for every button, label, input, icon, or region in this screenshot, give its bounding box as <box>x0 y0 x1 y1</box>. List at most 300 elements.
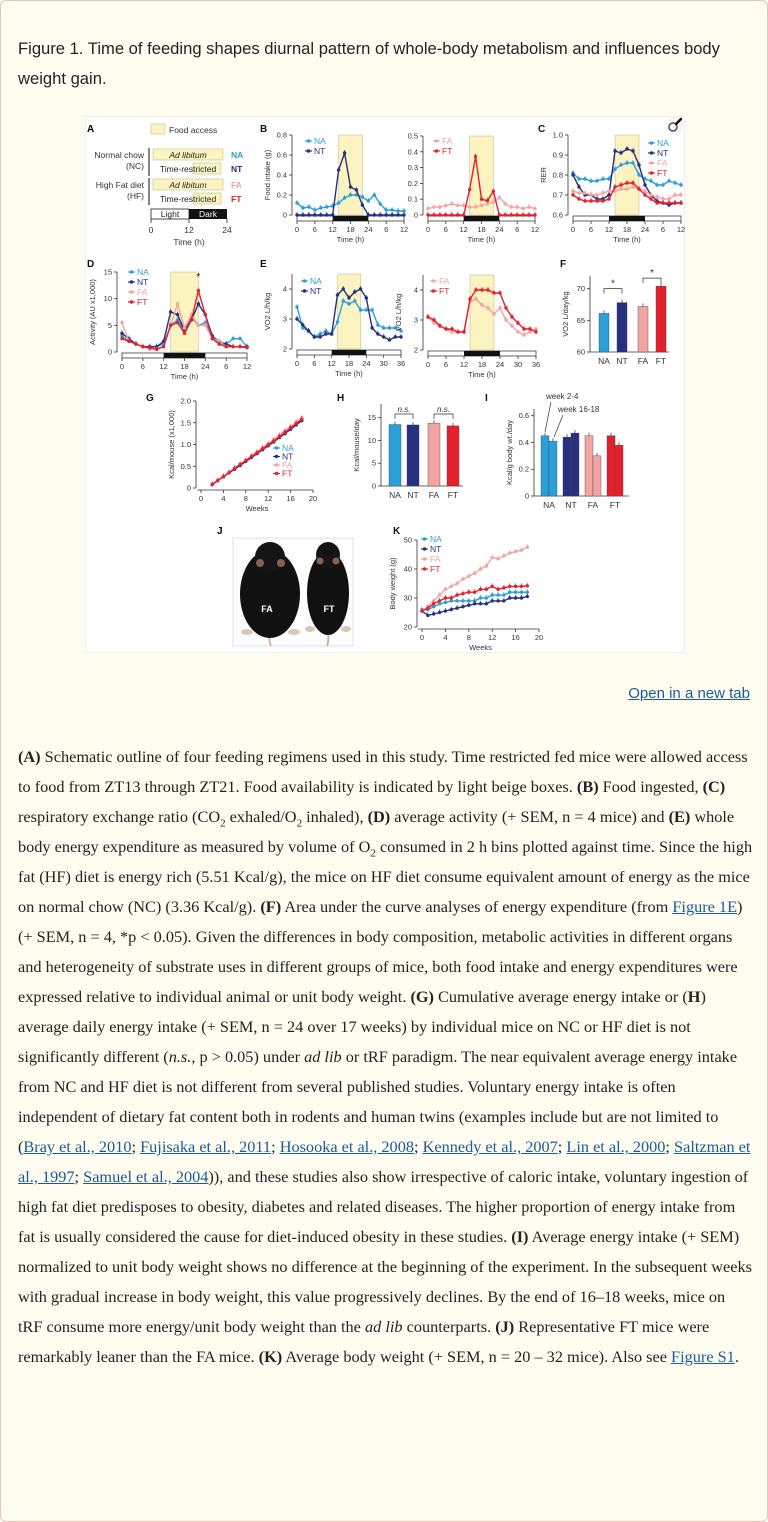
y-tick-label: 0.5 <box>180 461 191 471</box>
data-point-ft <box>300 418 303 421</box>
data-point-fa <box>521 207 524 210</box>
data-point-nt <box>120 332 123 335</box>
x-tick-label: 12 <box>328 225 337 234</box>
data-point-fa <box>444 588 447 591</box>
legend-label: FT <box>657 168 668 178</box>
data-point-ft <box>438 599 441 602</box>
data-point-fa <box>502 554 505 557</box>
data-point-fa <box>510 205 513 208</box>
data-point-nt <box>347 296 350 299</box>
y-tick-label: 0 <box>186 483 191 493</box>
data-point-nt <box>520 596 523 599</box>
data-point-nt <box>301 213 304 216</box>
y-tick-label: 10 <box>103 294 112 304</box>
legend-marker <box>650 141 653 144</box>
x-axis-label: Time (h) <box>613 235 641 244</box>
reference-link[interactable]: Kennedy et al., 2007 <box>422 1137 558 1156</box>
data-point-ft <box>521 213 524 216</box>
figure-title: Figure 1. Time of feeding shapes diurnal pattern of whole-body metabolism and influences body weight gain. <box>18 39 720 88</box>
data-point-ft <box>438 213 441 216</box>
data-point-nt <box>432 612 435 615</box>
legend-label: FT <box>442 146 453 156</box>
caption-text: average activity (+ SEM, n = 4 mice) and <box>390 807 669 826</box>
data-point-na <box>667 179 670 182</box>
y-axis-label: VO2 L/h/kg <box>263 292 272 331</box>
data-point-fa <box>533 207 536 210</box>
significance-star: * <box>196 272 201 283</box>
legend-label: FA <box>657 158 668 168</box>
caption-text: , p > 0.05) under <box>191 1047 305 1066</box>
reference-link[interactable]: Fujisaka et al., 2011 <box>140 1137 272 1156</box>
bar-fa-early <box>585 436 593 496</box>
data-point-ft <box>473 591 476 594</box>
data-point-ft <box>468 188 471 191</box>
caption-text: Average energy intake (+ SEM) normalized to unit body weight shows no difference at the beginning of the experiment. In the subsequent weeks with gradual increase in body weight, this value progressively declines. By the end of 16–18 weeks, mice on tRF consume more energy/unit body weight than the <box>18 1227 752 1336</box>
caption-text: counterparts. <box>402 1317 496 1336</box>
data-point-na <box>461 599 464 602</box>
y-axis-label: RER <box>539 167 548 183</box>
data-point-na <box>342 299 345 302</box>
data-point-fa <box>510 324 513 327</box>
data-point-fa <box>504 202 507 205</box>
data-point-ft <box>432 213 435 216</box>
legend-marker <box>432 279 435 282</box>
data-point-nt <box>438 611 441 614</box>
zoom-magnifier-icon[interactable] <box>666 116 684 134</box>
data-point-ft <box>589 199 592 202</box>
legend-label: NA <box>310 276 322 286</box>
panel-letter: C <box>538 124 546 135</box>
y-axis-label: VO2 L/h/kg <box>394 293 403 332</box>
data-point-ft <box>510 213 513 216</box>
legend-label: FA <box>439 276 450 286</box>
data-point-ft <box>595 199 598 202</box>
data-point-nt <box>390 213 393 216</box>
data-point-fa <box>601 191 604 194</box>
data-point-ft <box>224 345 227 348</box>
data-point-ft <box>625 181 628 184</box>
caption-text: ; <box>271 1137 280 1156</box>
figure-image[interactable] <box>85 116 685 653</box>
data-point-ft <box>455 593 458 596</box>
data-point-nt <box>319 213 322 216</box>
caption-text: Schematic outline of four feeding regimens used in this study. Time restricted fed mice were allowed access to food from ZT13 through ZT21. Food availability is indicated by light beige boxes. <box>18 747 748 796</box>
x-tick-label: NA <box>389 490 401 500</box>
data-point-fa <box>176 302 179 305</box>
data-point-ft <box>496 588 499 591</box>
nc-abbr: (NC) <box>126 161 144 171</box>
legend-marker <box>650 161 653 164</box>
y-tick-label: 40 <box>403 564 412 574</box>
data-point-ft <box>250 455 253 458</box>
y-tick-label: 0.8 <box>276 130 287 140</box>
y-tick-label: 15 <box>367 413 376 423</box>
data-point-nt <box>376 332 379 335</box>
y-tick-label: 2 <box>413 345 418 355</box>
data-point-fa <box>455 582 458 585</box>
y-tick-label: 30 <box>403 593 412 603</box>
data-point-fa <box>197 324 200 327</box>
data-point-na <box>467 599 470 602</box>
data-point-na <box>367 199 370 202</box>
data-point-fa <box>467 575 470 578</box>
y-tick-label: 60 <box>576 347 585 357</box>
data-point-na <box>231 337 234 340</box>
data-point-fa <box>444 204 447 207</box>
data-point-ft <box>426 606 429 609</box>
x-tick-label: FA <box>637 356 649 366</box>
x-tick-label: 24 <box>362 359 371 368</box>
legend-label: NT <box>314 146 326 156</box>
bar-nt <box>617 303 627 352</box>
x-axis-label: Time (h) <box>335 369 363 378</box>
data-point-nt <box>571 173 574 176</box>
data-point-ft <box>238 345 241 348</box>
data-point-na <box>376 323 379 326</box>
data-point-ft <box>486 288 489 291</box>
data-point-nt <box>318 335 321 338</box>
annotation-week-2-4: week 2-4 <box>546 392 579 401</box>
data-point-na <box>359 308 362 311</box>
nc-label: Normal chow <box>94 150 144 160</box>
reference-link[interactable]: Saltzman et al., 1997 <box>18 1137 751 1186</box>
y-tick-label: 0.4 <box>407 147 418 157</box>
data-point-nt <box>426 614 429 617</box>
data-point-ft <box>444 327 447 330</box>
data-point-nt <box>382 335 385 338</box>
data-point-ft <box>661 201 664 204</box>
caption-text: respiratory exchange ratio (CO <box>18 807 221 826</box>
data-point-na <box>325 205 328 208</box>
data-point-ft <box>508 585 511 588</box>
bar-na-late <box>549 441 557 496</box>
data-point-fa <box>438 205 441 208</box>
data-point-nt <box>399 335 402 338</box>
data-point-fa <box>432 205 435 208</box>
data-point-fa <box>183 326 186 329</box>
group-ft: FT <box>231 194 242 204</box>
y-tick-label: 0 <box>524 491 529 501</box>
bar-ft-late <box>615 445 623 496</box>
data-point-ft <box>533 213 536 216</box>
dark-phase-bar <box>333 216 369 221</box>
panel-reference: (K) <box>258 1347 283 1366</box>
data-point-ft <box>504 213 507 216</box>
data-point-ft <box>155 348 158 351</box>
x-tick-label: NA <box>598 356 610 366</box>
data-point-fa <box>491 556 494 559</box>
data-point-fa <box>485 564 488 567</box>
panel-reference: H <box>687 987 701 1006</box>
reference-link[interactable]: Hosooka et al., 2008 <box>279 1137 414 1156</box>
data-point-ft <box>450 213 453 216</box>
data-point-nt <box>176 313 179 316</box>
caption-text: 2 <box>296 817 303 830</box>
data-point-na <box>238 337 241 340</box>
x-axis-label: Time (h) <box>468 370 496 379</box>
legend-label: NT <box>310 286 322 296</box>
y-tick-label: 0.2 <box>518 464 529 474</box>
legend-marker <box>650 151 653 154</box>
x-axis-label: Weeks <box>469 643 492 652</box>
caption-text: ad lib <box>304 1047 342 1066</box>
data-point-fa <box>498 306 501 309</box>
x-axis-label: Time (h) <box>336 235 365 244</box>
data-point-fa <box>619 187 622 190</box>
x-tick-label: 12 <box>399 225 409 234</box>
data-point-ft <box>479 588 482 591</box>
data-point-ft <box>679 201 682 204</box>
y-tick-label: 20 <box>403 622 412 632</box>
open-in-new-tab-link[interactable]: Open in a new tab <box>628 685 750 702</box>
data-point-nt <box>496 599 499 602</box>
y-axis-label: Body weight (g) <box>388 557 397 610</box>
legend-label: NT <box>282 451 294 462</box>
data-point-fa <box>589 193 592 196</box>
y-tick-label: 0.2 <box>276 190 287 200</box>
dark-label: Dark <box>199 209 217 219</box>
data-point-na <box>365 308 368 311</box>
data-point-nt <box>313 213 316 216</box>
data-point-na <box>388 326 391 329</box>
reference-link[interactable]: Lin et al., 2000 <box>566 1137 666 1156</box>
data-point-ft <box>183 332 186 335</box>
data-point-ft <box>462 213 465 216</box>
data-point-fa <box>468 205 471 208</box>
data-point-fa <box>461 577 464 580</box>
significance-label: n.s. <box>397 405 411 414</box>
data-point-ft <box>571 193 574 196</box>
data-point-ft <box>480 288 483 291</box>
x-tick-label: 24 <box>640 225 650 234</box>
x-axis-label: Time (h) <box>173 237 205 247</box>
x-tick-label: 12 <box>604 225 614 234</box>
dark-phase-bar <box>464 351 500 356</box>
data-point-nt <box>301 323 304 326</box>
y-tick-label: 4 <box>413 285 418 295</box>
data-point-na <box>595 179 598 182</box>
y-tick-label: 0.2 <box>407 178 418 188</box>
dark-phase-bar <box>164 353 206 358</box>
y-tick-label: 0 <box>107 347 112 357</box>
x-tick-label: 0 <box>570 225 576 234</box>
data-point-ft <box>643 193 646 196</box>
panel-reference: (I) <box>511 1227 529 1246</box>
data-point-nt <box>379 213 382 216</box>
tr-label-hf: Time-restricted <box>159 194 217 204</box>
legend-label: FT <box>282 468 293 479</box>
data-point-ft <box>120 337 123 340</box>
data-point-ft <box>444 213 447 216</box>
reference-link[interactable]: Figure S1 <box>671 1347 735 1366</box>
data-point-ft <box>278 435 281 438</box>
data-point-fa <box>492 312 495 315</box>
data-point-nt <box>361 203 364 206</box>
data-point-fa <box>486 202 489 205</box>
panel-reference: (D) <box>367 807 391 826</box>
data-point-nt <box>336 293 339 296</box>
caption-text: ) average daily energy intake (+ SEM, n = 24 over 17 weeks) by individual mice on NC or HF diet is not significantly different ( <box>18 987 706 1066</box>
caption-text: Average body weight (+ SEM, n = 20 – 32 mice). Also see <box>282 1347 672 1366</box>
legend-label: FT <box>439 286 450 296</box>
data-point-nt <box>508 596 511 599</box>
data-point-ft <box>480 198 483 201</box>
data-point-ft <box>491 585 494 588</box>
data-point-na <box>508 591 511 594</box>
hf-abbr: (HF) <box>127 191 144 201</box>
data-point-na <box>347 302 350 305</box>
data-point-na <box>520 591 523 594</box>
legend-label: FT <box>430 564 441 574</box>
data-point-nt <box>349 185 352 188</box>
data-point-fa <box>450 202 453 205</box>
data-point-ft <box>267 443 270 446</box>
y-tick-label: 1.5 <box>180 418 191 428</box>
x-tick-label: 24 <box>495 360 505 369</box>
y-tick-label: 0.6 <box>518 411 529 421</box>
y-axis-label: VO2 L/day/kg <box>561 291 570 337</box>
data-point-na <box>637 173 640 176</box>
data-point-ft <box>522 327 525 330</box>
y-tick-label: 0.5 <box>407 131 418 141</box>
data-point-ft <box>450 327 453 330</box>
data-point-nt <box>353 290 356 293</box>
fa-photo-label: FA <box>261 604 273 614</box>
panel-letter: K <box>393 526 401 537</box>
y-tick-label: 70 <box>576 284 585 294</box>
x-tick-label: 6 <box>443 360 449 369</box>
legend-label: FA <box>137 287 148 297</box>
data-point-ft <box>432 602 435 605</box>
data-point-nt <box>295 213 298 216</box>
reference-link[interactable]: Bray et al., 2010 <box>23 1137 132 1156</box>
data-point-fa <box>673 193 676 196</box>
data-point-ft <box>261 447 264 450</box>
x-tick-label: 8 <box>466 633 471 642</box>
figure-caption <box>18 742 753 1372</box>
y-tick-label: 65 <box>576 315 585 325</box>
y-tick-label: 3 <box>413 315 418 325</box>
data-point-fa <box>486 306 489 309</box>
bar-na <box>599 313 609 352</box>
data-point-ft <box>176 321 179 324</box>
significance-label: * <box>611 278 615 290</box>
data-point-nt <box>295 317 298 320</box>
legend-marker <box>435 139 438 142</box>
data-point-ft <box>498 291 501 294</box>
data-point-na <box>301 206 304 209</box>
data-point-ft <box>607 197 610 200</box>
data-point-ft <box>456 330 459 333</box>
data-point-na <box>450 599 453 602</box>
reference-link[interactable]: Samuel et al., 2004 <box>83 1167 209 1186</box>
legend-label: NA <box>282 443 294 453</box>
data-point-nt <box>313 335 316 338</box>
data-point-nt <box>613 149 616 152</box>
data-point-ft <box>231 345 234 348</box>
data-point-na <box>353 299 356 302</box>
data-point-nt <box>359 287 362 290</box>
data-point-fa <box>631 185 634 188</box>
food-access-label: Food access <box>169 125 218 135</box>
data-point-na <box>319 206 322 209</box>
legend-marker <box>650 171 653 174</box>
caption-text: Food ingested, <box>598 777 703 796</box>
data-point-nt <box>342 287 345 290</box>
data-point-na <box>625 161 628 164</box>
bar-na-early <box>541 436 549 496</box>
x-tick-label: 12 <box>159 362 168 371</box>
data-point-ft <box>486 199 489 202</box>
food-access-swatch <box>151 124 165 134</box>
data-point-ft <box>649 197 652 200</box>
data-point-ft <box>485 588 488 591</box>
x-tick-label: 12 <box>530 225 540 234</box>
y-tick-label: 15 <box>103 267 112 277</box>
x-tick-label: 20 <box>308 494 318 503</box>
data-point-ft <box>438 324 441 327</box>
x-tick-label: 0 <box>294 359 300 368</box>
data-point-na <box>337 201 340 204</box>
dark-phase-bar <box>332 350 367 355</box>
x-tick-label: NA <box>543 500 555 510</box>
y-axis-label: Activity (AU x1,000) <box>88 279 97 345</box>
data-point-ft <box>162 345 165 348</box>
y-tick-label: 0 <box>371 481 376 491</box>
panel-letter: A <box>87 124 95 135</box>
data-point-nt <box>526 595 529 598</box>
data-point-fa <box>607 189 610 192</box>
data-point-ft <box>283 431 286 434</box>
x-tick-label: 6 <box>515 225 520 234</box>
data-point-fa <box>450 585 453 588</box>
data-point-nt <box>307 329 310 332</box>
panel-reference: (A) <box>18 747 41 766</box>
panel-reference: (B) <box>576 777 599 796</box>
data-point-ft <box>218 342 221 345</box>
data-point-nt <box>631 149 634 152</box>
caption-text: inhaled), <box>302 807 368 826</box>
data-point-fa <box>583 191 586 194</box>
data-point-fa <box>120 321 123 324</box>
y-tick-label: 0.7 <box>552 190 563 200</box>
data-point-na <box>390 208 393 211</box>
data-point-nt <box>388 338 391 341</box>
legend-marker <box>130 290 133 293</box>
data-point-nt <box>325 213 328 216</box>
y-axis-label: Kcal/g body wt./day <box>505 419 514 486</box>
data-point-nt <box>370 326 373 329</box>
reference-link[interactable]: Figure 1E <box>672 897 738 916</box>
x-tick-label: 12 <box>264 494 273 503</box>
data-point-na <box>679 183 682 186</box>
data-point-na <box>307 205 310 208</box>
data-point-ft <box>613 185 616 188</box>
data-point-ft <box>244 459 247 462</box>
x-tick-label: 30 <box>379 359 388 368</box>
y-tick-label: 0 <box>282 210 287 220</box>
data-point-fa <box>527 205 530 208</box>
x-tick-label: 0 <box>119 362 125 371</box>
data-point-na <box>631 161 634 164</box>
data-point-nt <box>479 602 482 605</box>
y-tick-label: 5 <box>371 458 376 468</box>
bar-fa-late <box>593 456 601 496</box>
data-point-ft <box>211 483 214 486</box>
data-point-ft <box>526 584 529 587</box>
data-point-ft <box>462 330 465 333</box>
x-tick-label: 6 <box>224 362 229 371</box>
